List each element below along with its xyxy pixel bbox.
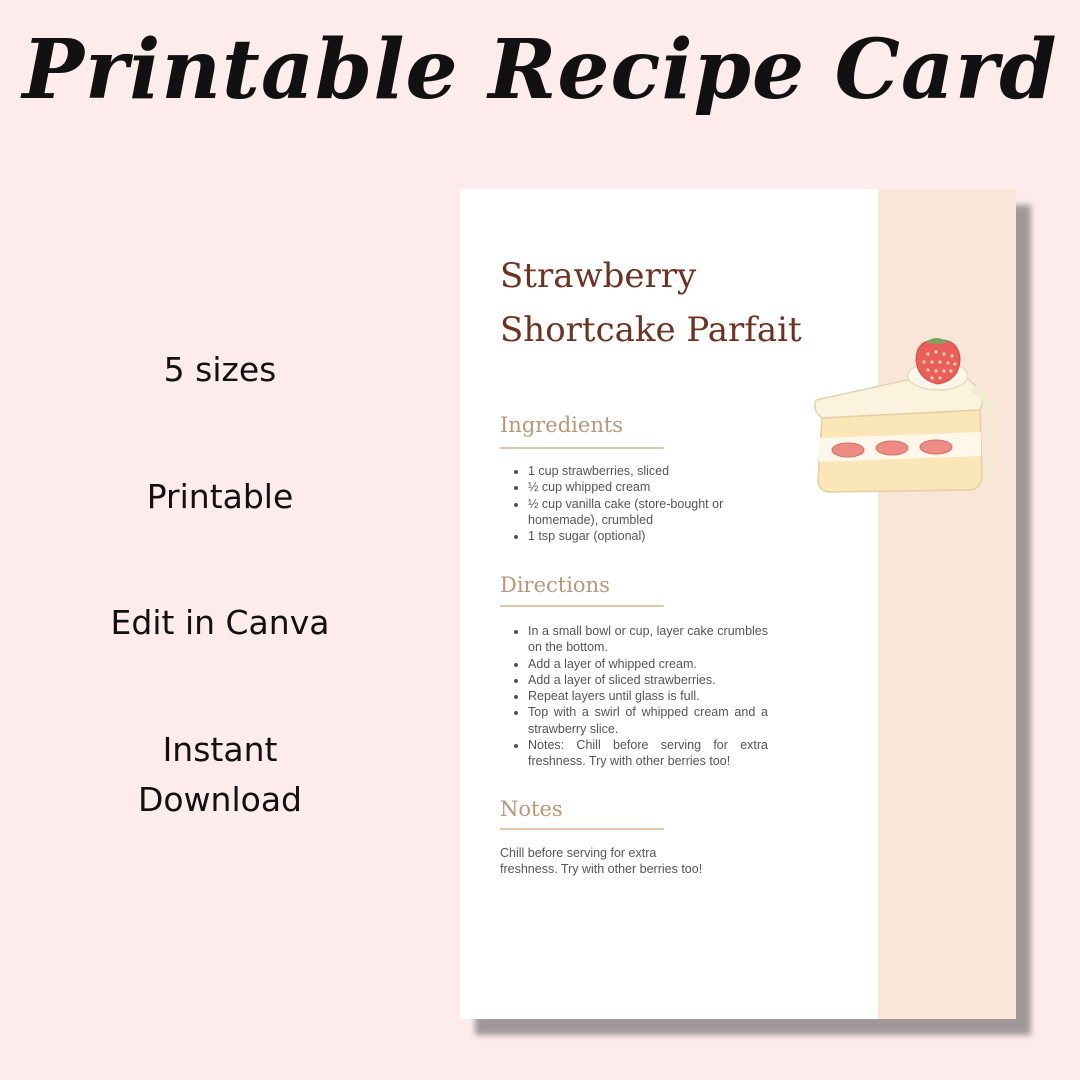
notes-line1: Chill before serving for extra [500,846,657,860]
ingredient-item: • ½ cup vanilla cake (store-bought or homemade), crumbled [528,496,768,529]
recipe-title-line1: Strawberry [500,256,697,296]
direction-item: • Add a layer of whipped cream. [528,656,768,672]
recipe-title-line2: Shortcake Parfait [500,310,802,350]
direction-item: • Repeat layers until glass is full. [528,688,768,704]
notes-text [500,845,730,877]
feature-download: Download [137,780,303,819]
ingredients-heading: Ingredients [500,413,624,437]
feature-instant: Instant [162,730,278,769]
recipe-title [500,249,860,357]
notes-heading: Notes [500,797,563,821]
direction-item: • Top with a swirl of whipped cream and a strawberry slice. [528,704,768,737]
feature-canva: Edit in Canva [110,603,330,642]
cake-slice-icon [810,330,995,500]
ingredient-item: • ½ cup whipped cream [528,479,768,495]
feature-sizes: 5 sizes [163,350,277,389]
directions-heading: Directions [500,573,610,597]
ingredients-divider [500,447,664,449]
directions-list [510,623,768,770]
recipe-card [460,189,1016,1019]
direction-item: • Add a layer of sliced strawberries. [528,672,768,688]
notes-line2: freshness. Try with other berries too! [500,862,703,876]
page-title: Printable Recipe Card [22,22,1058,118]
feature-printable: Printable [146,477,294,516]
direction-item: • In a small bowl or cup, layer cake crumbles on the bottom. [528,623,768,656]
ingredient-item: • 1 cup strawberries, sliced [528,463,768,479]
ingredients-list [510,463,768,544]
notes-divider [500,828,664,830]
direction-item: • Notes: Chill before serving for extra freshness. Try with other berries too! [528,737,768,770]
directions-divider [500,605,664,607]
card-accent-band [878,189,1016,1019]
ingredient-item: • 1 tsp sugar (optional) [528,528,768,544]
